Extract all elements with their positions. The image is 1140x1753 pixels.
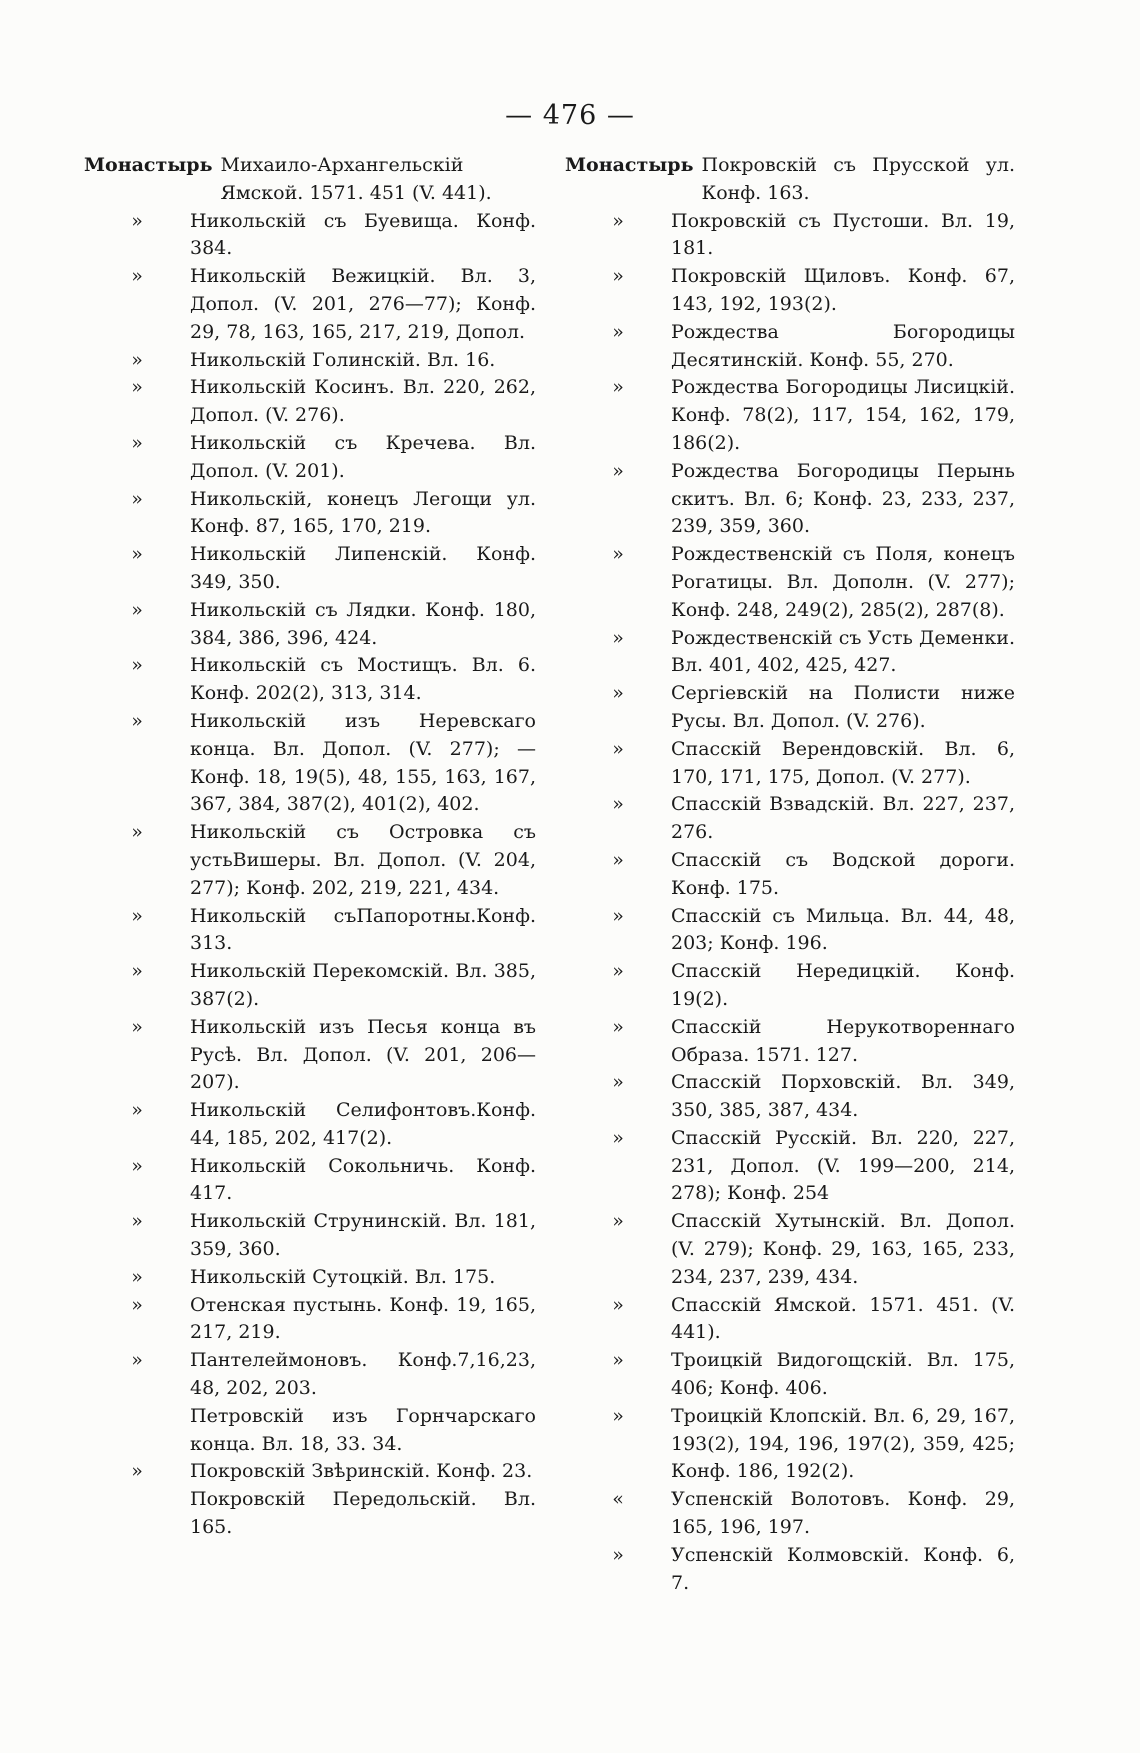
entry-text: Спасскій Нерукотвореннаго Образа. 1571. 127. — [671, 1015, 1015, 1066]
entry-text: Никольскій, конецъ Легощи ул. Конф. 87, 165, 170, 219. — [190, 487, 536, 538]
index-entry — [84, 1097, 536, 1153]
index-entry — [565, 263, 1015, 319]
index-entry — [565, 736, 1015, 792]
ditto-mark: » — [131, 265, 143, 288]
index-entry — [565, 152, 1015, 208]
index-entry — [84, 1208, 536, 1264]
ditto-mark — [84, 1403, 190, 1459]
index-entry — [565, 1542, 1015, 1598]
entry-text: Покровскій Передольскій. Вл. 165. — [190, 1488, 536, 1539]
index-entry — [565, 1069, 1015, 1125]
entry-text: Никольскій съПапоротны.Конф. 313. — [190, 904, 536, 955]
ditto-mark: » — [612, 737, 624, 760]
entry-text: Никольскій изъ Неревскаго конца. Вл. Допол. (V. 277); — Конф. 18, 19(5), 48, 155, 163, 167, 367, 384, 387(2), 401(2), 402. — [190, 709, 536, 816]
entry-heading-label: Монастырь — [84, 154, 213, 176]
index-entry — [84, 1403, 536, 1459]
entry-text: Спасскій Русскій. Вл. 220, 227, 231, Допол. (V. 199—200, 214, 278); Конф. 254 — [671, 1126, 1015, 1205]
entry-text: Никольскій Липенскій. Конф. 349, 350. — [190, 543, 536, 593]
index-entry — [84, 263, 536, 346]
entry-text: Рождества Богородицы Лисицкій. Конф. 78(2), 117, 154, 162, 179, 186(2). — [671, 376, 1015, 454]
ditto-mark: » — [131, 1460, 143, 1483]
index-entry — [565, 847, 1015, 903]
entry-text: Никольскій съ Лядки. Конф. 180, 384, 386, 396, 424. — [190, 598, 536, 649]
entry-text: Спасскій съ Водской дороги. Конф. 175. — [671, 848, 1015, 899]
index-entry — [84, 958, 536, 1014]
index-entry — [565, 625, 1015, 681]
index-entry — [84, 652, 536, 708]
ditto-mark: » — [612, 320, 624, 343]
entry-text: Спасскій съ Мильца. Вл. 44, 48, 203; Конф. 196. — [671, 904, 1015, 955]
entry-text: Покровскій съ Прусской ул. Конф. 163. — [701, 154, 1015, 204]
entry-text: Никольскій изъ Песья конца въ Русѣ. Вл. Допол. (V. 201, 206—207). — [190, 1015, 536, 1094]
ditto-mark: » — [612, 1126, 624, 1149]
ditto-mark: » — [131, 1015, 143, 1038]
entry-text: Никольскій Вежицкій. Вл. 3, Допол. (V. 201, 276—77); Конф. 29, 78, 163, 165, 217, 219, Допол. — [190, 265, 536, 343]
entry-text: Никольскій Селифонтовъ.Конф. 44, 185, 202, 417(2). — [190, 1099, 536, 1149]
index-entry — [84, 819, 536, 902]
ditto-mark: » — [612, 1404, 624, 1427]
entry-text: Успенскій Колмовскій. Конф. 6, 7. — [671, 1543, 1015, 1594]
entry-text: Петровскій изъ Горнчарскаго конца. Вл. 18, 33. 34. — [190, 1404, 536, 1455]
index-entry — [565, 541, 1015, 624]
ditto-mark: » — [131, 654, 143, 677]
index-entry — [84, 430, 536, 486]
ditto-mark: » — [612, 904, 624, 927]
entry-text: Спасскій Верендовскій. Вл. 6, 170, 171, 175, Допол. (V. 277). — [671, 737, 1015, 788]
ditto-mark: » — [612, 682, 624, 705]
index-entry — [84, 486, 536, 542]
ditto-mark: » — [612, 1543, 624, 1566]
index-entry — [565, 1125, 1015, 1208]
entry-text: Никольскій съ Мостищъ. Вл. 6. Конф. 202(2), 313, 314. — [190, 654, 536, 705]
ditto-mark: » — [131, 1349, 143, 1372]
ditto-mark: » — [612, 626, 624, 649]
ditto-mark: » — [612, 848, 624, 871]
entry-text: Сергіевскій на Полисти ниже Русы. Вл. Допол. (V. 276). — [671, 682, 1015, 732]
entry-text: Успенскій Волотовъ. Конф. 29, 165, 196, 197. — [671, 1488, 1015, 1539]
index-entry — [565, 1292, 1015, 1348]
entry-text: Никольскій Голинскій. Вл. 16. — [190, 348, 496, 371]
index-entry — [84, 708, 536, 819]
index-entry — [565, 374, 1015, 457]
index-entry — [84, 152, 536, 208]
ditto-mark: » — [612, 1293, 624, 1316]
index-entry — [565, 1486, 1015, 1542]
ditto-mark: » — [612, 459, 624, 482]
ditto-mark: » — [612, 265, 624, 288]
index-entry — [84, 1458, 536, 1486]
ditto-mark — [84, 1486, 190, 1542]
index-entry — [84, 1014, 536, 1097]
index-entry — [84, 1292, 536, 1348]
ditto-mark: » — [612, 1210, 624, 1233]
page-number: — 476 — — [505, 100, 635, 131]
ditto-mark: » — [131, 209, 143, 232]
index-entry — [84, 1486, 536, 1542]
entry-text: Никольскій Сокольничь. Конф. 417. — [190, 1154, 536, 1205]
entry-text: Никольскій Сутоцкій. Вл. 175. — [190, 1265, 496, 1288]
index-entry — [84, 541, 536, 597]
index-entry — [565, 208, 1015, 264]
ditto-mark: » — [131, 1293, 143, 1316]
index-entry — [84, 347, 536, 375]
index-entry — [565, 319, 1015, 375]
entry-text: Спасскій Хутынскій. Вл. Допол. (V. 279); Конф. 29, 163, 165, 233, 234, 237, 239, 434. — [671, 1210, 1015, 1288]
index-entry — [84, 374, 536, 430]
index-entry — [84, 903, 536, 959]
ditto-mark: » — [612, 543, 624, 566]
ditto-mark: » — [612, 1071, 624, 1094]
ditto-mark: » — [131, 1265, 143, 1288]
entry-text: Рождества Богородицы Десятинскій. Конф. 55, 270. — [671, 320, 1015, 371]
ditto-mark: » — [131, 543, 143, 566]
index-entry — [565, 1208, 1015, 1291]
entry-text: Спасскій Ямской. 1571. 451. (V. 441). — [671, 1293, 1015, 1344]
index-entry — [84, 597, 536, 653]
ditto-mark: » — [131, 598, 143, 621]
entry-text: Троицкій Клопскій. Вл. 6, 29, 167, 193(2), 194, 196, 197(2), 359, 425; Конф. 186, 192(2). — [671, 1404, 1015, 1483]
ditto-mark: « — [612, 1488, 624, 1511]
entry-text: Покровскій Щиловъ. Конф. 67, 143, 192, 193(2). — [671, 265, 1015, 315]
ditto-mark: » — [612, 1015, 624, 1038]
entry-text: Рождественскій съ Усть Деменки. Вл. 401, 402, 425, 427. — [671, 626, 1015, 677]
index-entry — [84, 1153, 536, 1209]
index-entry — [84, 1264, 536, 1292]
ditto-mark: » — [612, 960, 624, 983]
ditto-mark: » — [131, 709, 143, 732]
entry-text: Никольскій Косинъ. Вл. 220, 262, Допол. (V. 276). — [190, 376, 536, 427]
index-entry — [565, 1403, 1015, 1486]
index-entry — [84, 1347, 536, 1403]
entry-text: Рождества Богородицы Перынь скитъ. Вл. 6; Конф. 23, 233, 237, 239, 359, 360. — [671, 459, 1015, 538]
ditto-mark: » — [131, 904, 143, 927]
ditto-mark: » — [131, 348, 143, 371]
ditto-mark: » — [131, 960, 143, 983]
entry-text: Отенская пустынь. Конф. 19, 165, 217, 219. — [190, 1293, 536, 1344]
ditto-mark: » — [612, 793, 624, 816]
entry-text: Пантелеймоновъ. Конф.7,16,23, 48, 202, 203. — [190, 1349, 536, 1400]
ditto-mark: » — [131, 487, 143, 510]
ditto-mark: » — [612, 209, 624, 232]
entry-text: Покровскій съ Пустоши. Вл. 19, 181. — [671, 209, 1015, 260]
entry-text: Спасскій Взвадскій. Вл. 227, 237, 276. — [671, 793, 1015, 844]
entry-heading-label: Монастырь — [565, 154, 694, 176]
entry-text: Никольскій съ Островка съ устьВишеры. Вл. Допол. (V. 204, 277); Конф. 202, 219, 221, 434. — [190, 821, 536, 899]
index-entry — [84, 208, 536, 264]
entry-text: Рождественскій съ Поля, конецъ Рогатицы. Вл. Дополн. (V. 277); Конф. 248, 249(2), 285(2), 287(8). — [671, 543, 1015, 621]
index-entry — [565, 680, 1015, 736]
entry-text: Никольскій съ Буевища. Конф. 384. — [190, 209, 536, 260]
ditto-mark: » — [131, 431, 143, 454]
ditto-mark: » — [131, 376, 143, 399]
entry-text: Спасскій Нередицкій. Конф. 19(2). — [671, 960, 1015, 1010]
index-entry — [565, 958, 1015, 1014]
ditto-mark: » — [131, 1154, 143, 1177]
index-entry — [565, 458, 1015, 541]
index-entry — [565, 1347, 1015, 1403]
ditto-mark: » — [131, 1210, 143, 1233]
entry-text: Никольскій Струнинскій. Вл. 181, 359, 360. — [190, 1210, 536, 1261]
ditto-mark: » — [131, 821, 143, 844]
entry-text: Никольскій съ Кречева. Вл. Допол. (V. 201). — [190, 431, 536, 482]
ditto-mark: » — [131, 1099, 143, 1122]
entry-text: Троицкій Видогощскій. Вл. 175, 406; Конф. 406. — [671, 1349, 1015, 1400]
entry-text: Никольскій Перекомскій. Вл. 385, 387(2). — [190, 960, 536, 1010]
entry-text: Спасскій Порховскій. Вл. 349, 350, 385, 387, 434. — [671, 1071, 1015, 1122]
left-column — [84, 152, 536, 1542]
ditto-mark: » — [612, 376, 624, 399]
ditto-mark: » — [612, 1349, 624, 1372]
entry-text: Михаило-Архангельскій Ямской. 1571. 451 (V. 441). — [220, 154, 492, 204]
entry-text: Покровскій Звѣринскій. Конф. 23. — [190, 1460, 533, 1483]
index-entry — [565, 903, 1015, 959]
index-entry — [565, 1014, 1015, 1070]
index-entry — [565, 791, 1015, 847]
right-column — [565, 152, 1015, 1597]
